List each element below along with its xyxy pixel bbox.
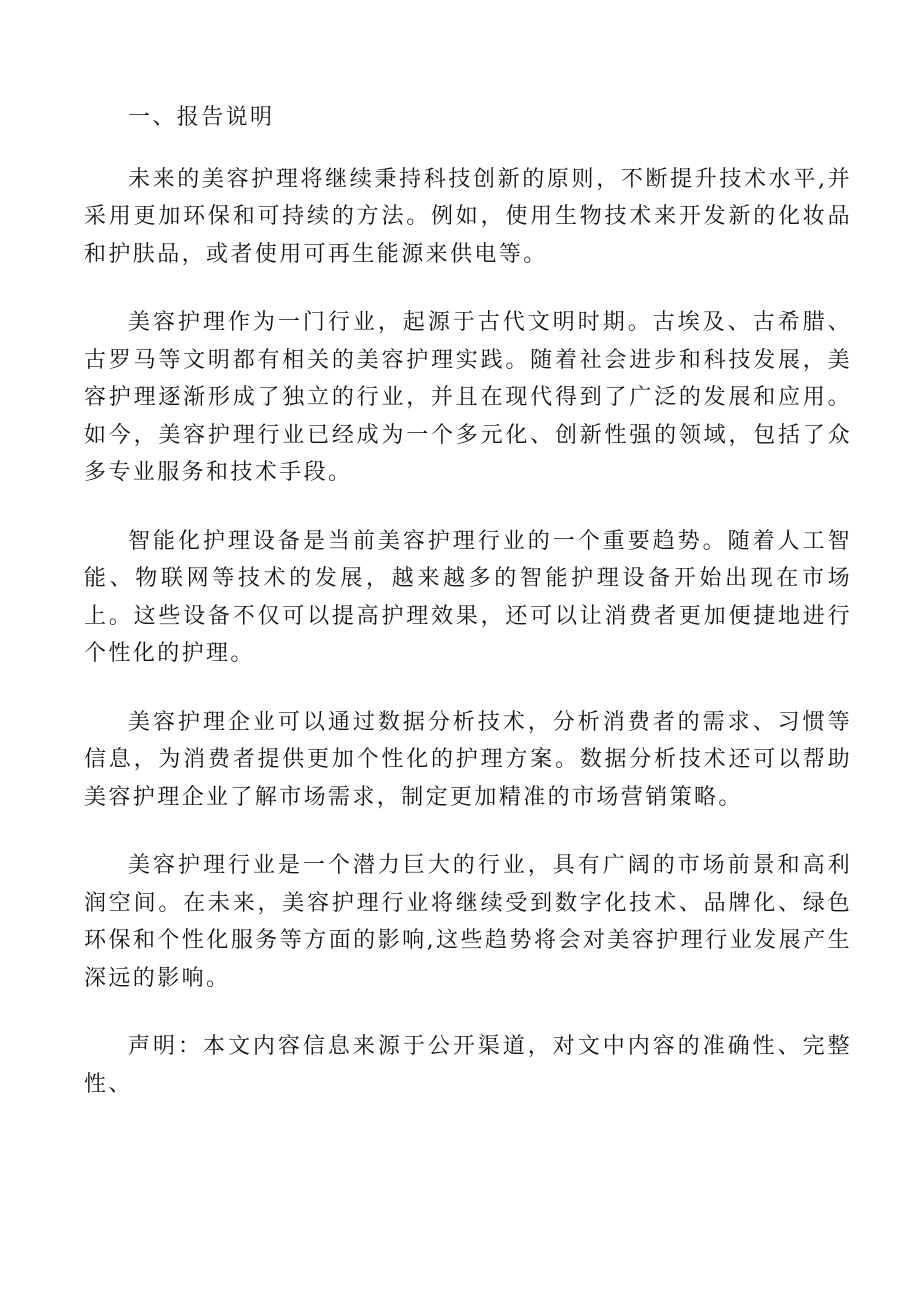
paragraph-future-tech: 未来的美容护理将继续秉持科技创新的原则，不断提升技术水平,并采用更加环保和可持续的方法。例如，使用生物技术来开发新的化妆品和护肤品，或者使用可再生能源来供电等。 <box>84 166 852 267</box>
section-heading: 一、报告说明 <box>128 105 275 130</box>
paragraph-disclaimer: 声明：本文内容信息来源于公开渠道，对文中内容的准确性、完整性、 <box>84 1034 852 1097</box>
paragraph-smart-devices: 智能化护理设备是当前美容护理行业的一个重要趋势。随着人工智能、物联网等技术的发展，越来越多的智能护理设备开始出现在市场上。这些设备不仅可以提高护理效果，还可以让消费者更加便捷地进行个性化的护理。 <box>84 528 852 666</box>
document-body <box>84 99 852 1134</box>
paragraph-data-analysis: 美容护理企业可以通过数据分析技术，分析消费者的需求、习惯等信息，为消费者提供更加个性化的护理方案。数据分析技术还可以帮助美容护理企业了解市场需求，制定更加精准的市场营销策略。 <box>84 709 852 810</box>
paragraph-origin: 美容护理作为一门行业，起源于古代文明时期。古埃及、古希腊、古罗马等文明都有相关的美容护理实践。随着社会进步和科技发展，美容护理逐渐形成了独立的行业，并且在现代得到了广泛的发展和应用。如今，美容护理行业已经成为一个多元化、创新性强的领域，包括了众多专业服务和技术手段。 <box>84 310 852 485</box>
paragraph-industry-potential: 美容护理行业是一个潜力巨大的行业，具有广阔的市场前景和高利润空间。在未来，美容护理行业将继续受到数字化技术、品牌化、绿色环保和个性化服务等方面的影响,这些趋势将会对美容护理行业发展产生深远的影响。 <box>84 853 852 991</box>
